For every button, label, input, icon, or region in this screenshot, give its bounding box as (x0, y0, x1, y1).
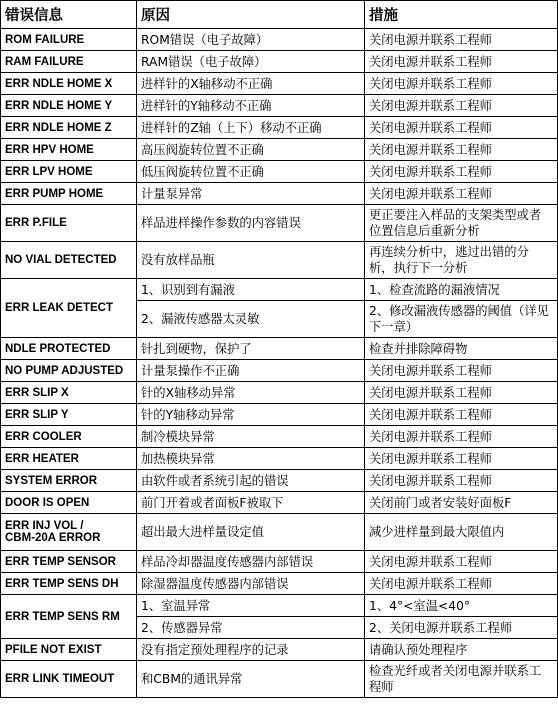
error-cause: RAM错误（电子故障） (137, 51, 365, 73)
table-row (1, 661, 558, 698)
error-action: 关闭电源并联系工程师 (365, 448, 558, 470)
error-cause: 进样针的X轴移动不正确 (137, 73, 365, 95)
error-action: 关闭电源并联系工程师 (365, 29, 558, 51)
error-code: ERR TEMP SENS DH (1, 573, 137, 595)
table-row (1, 338, 558, 360)
error-action: 关闭电源并联系工程师 (365, 573, 558, 595)
error-code: NDLE PROTECTED (1, 338, 137, 360)
error-code: ERR PUMP HOME (1, 183, 137, 205)
error-cause: 1、室温异常 (137, 595, 365, 617)
error-code: ERR SLIP Y (1, 404, 137, 426)
error-action: 再连续分析中，逃过出错的分析，执行下一分析 (365, 242, 558, 279)
error-action: 关闭电源并联系工程师 (365, 426, 558, 448)
error-code: ERR NDLE HOME Y (1, 95, 137, 117)
table-row (1, 382, 558, 404)
error-cause: 进样针的Z轴（上下）移动不正确 (137, 117, 365, 139)
error-code-line-2: CBM-20A ERROR (5, 532, 101, 544)
error-cause: 没有指定预处理程序的记录 (137, 639, 365, 661)
table-row (1, 279, 558, 301)
error-cause: 低压阀旋转位置不正确 (137, 161, 365, 183)
error-cause: 进样针的Y轴移动不正确 (137, 95, 365, 117)
header-code: 错误信息 (1, 1, 137, 29)
error-code: SYSTEM ERROR (1, 470, 137, 492)
error-action: 关闭电源并联系工程师 (365, 161, 558, 183)
error-code: ERR HPV HOME (1, 139, 137, 161)
error-action: 关闭电源并联系工程师 (365, 117, 558, 139)
table-row (1, 492, 558, 514)
error-action: 关闭电源并联系工程师 (365, 51, 558, 73)
error-action: 关闭电源并联系工程师 (365, 360, 558, 382)
error-action: 关闭电源并联系工程师 (365, 470, 558, 492)
error-action: 2、修改漏液传感器的阈值（详见下一章） (365, 301, 558, 338)
error-cause: 和CBM的通讯异常 (137, 661, 365, 698)
table-row (1, 639, 558, 661)
error-cause: 没有放样品瓶 (137, 242, 365, 279)
error-action: 关闭电源并联系工程师 (365, 183, 558, 205)
error-cause: 高压阀旋转位置不正确 (137, 139, 365, 161)
table-row (1, 360, 558, 382)
header-action: 措施 (365, 1, 558, 29)
error-cause: 超出最大进样量设定值 (137, 514, 365, 551)
error-code: NO PUMP ADJUSTED (1, 360, 137, 382)
error-code: ERR TEMP SENSOR (1, 551, 137, 573)
error-cause: 加热模块异常 (137, 448, 365, 470)
error-action: 检查并排除障碍物 (365, 338, 558, 360)
error-code: ERR SLIP X (1, 382, 137, 404)
error-cause: 前门开着或者面板F被取下 (137, 492, 365, 514)
error-code: ERR P.FILE (1, 205, 137, 242)
error-cause: 除湿器温度传感器内部错误 (137, 573, 365, 595)
table-row (1, 161, 558, 183)
error-cause: 计量泵操作不正确 (137, 360, 365, 382)
error-action: 1、4°<室温<40° (365, 595, 558, 617)
table-row (1, 117, 558, 139)
error-code: PFILE NOT EXIST (1, 639, 137, 661)
error-code: ERR NDLE HOME Z (1, 117, 137, 139)
error-code: DOOR IS OPEN (1, 492, 137, 514)
table-row (1, 205, 558, 242)
error-code: ROM FAILURE (1, 29, 137, 51)
error-action: 请确认预处理程序 (365, 639, 558, 661)
error-action: 关闭电源并联系工程师 (365, 73, 558, 95)
error-code: ERR HEATER (1, 448, 137, 470)
error-action: 关闭电源并联系工程师 (365, 382, 558, 404)
table-row (1, 29, 558, 51)
error-cause: 计量泵异常 (137, 183, 365, 205)
error-action: 关闭电源并联系工程师 (365, 95, 558, 117)
error-action: 2、关闭电源并联系工程师 (365, 617, 558, 639)
error-code: ERR LPV HOME (1, 161, 137, 183)
error-code: ERR COOLER (1, 426, 137, 448)
table-row (1, 183, 558, 205)
error-code: ERR LINK TIMEOUT (1, 661, 137, 698)
error-action: 检查光纤或者关闭电源并联系工程师 (365, 661, 558, 698)
error-cause: 针的Y轴移动异常 (137, 404, 365, 426)
error-action: 1、检查流路的漏液情况 (365, 279, 558, 301)
table-row (1, 242, 558, 279)
error-action: 关闭电源并联系工程师 (365, 404, 558, 426)
table-row (1, 514, 558, 551)
error-cause: 由软件或者系统引起的错误 (137, 470, 365, 492)
error-action: 关闭前门或者安装好面板F (365, 492, 558, 514)
error-cause: ROM错误（电子故障） (137, 29, 365, 51)
table-row (1, 426, 558, 448)
error-code: RAM FAILURE (1, 51, 137, 73)
table-row (1, 51, 558, 73)
error-cause: 2、漏液传感器太灵敏 (137, 301, 365, 338)
table-row (1, 404, 558, 426)
table-row (1, 551, 558, 573)
table-row (1, 470, 558, 492)
error-code (1, 514, 137, 551)
table-row (1, 448, 558, 470)
error-cause: 样品进样操作参数的内容错误 (137, 205, 365, 242)
error-code: ERR LEAK DETECT (1, 279, 137, 338)
error-cause: 样品冷却器温度传感器内部错误 (137, 551, 365, 573)
table-row (1, 573, 558, 595)
table-row (1, 595, 558, 617)
error-cause: 针的X轴移动异常 (137, 382, 365, 404)
header-cause: 原因 (137, 1, 365, 29)
error-cause: 针扎到硬物，保护了 (137, 338, 365, 360)
table-row (1, 139, 558, 161)
header-row (1, 1, 558, 29)
error-code: ERR TEMP SENS RM (1, 595, 137, 639)
error-action: 关闭电源并联系工程师 (365, 139, 558, 161)
error-cause: 1、识别到有漏液 (137, 279, 365, 301)
error-cause: 制冷模块异常 (137, 426, 365, 448)
error-code-line-1: ERR INJ VOL / (5, 520, 84, 532)
error-action: 关闭电源并联系工程师 (365, 551, 558, 573)
error-action: 减少进样量到最大限值内 (365, 514, 558, 551)
error-action: 更正要注入样品的支架类型或者位置信息后重新分析 (365, 205, 558, 242)
error-code: NO VIAL DETECTED (1, 242, 137, 279)
error-cause: 2、传感器异常 (137, 617, 365, 639)
table-row (1, 95, 558, 117)
error-code: ERR NDLE HOME X (1, 73, 137, 95)
table-row (1, 73, 558, 95)
